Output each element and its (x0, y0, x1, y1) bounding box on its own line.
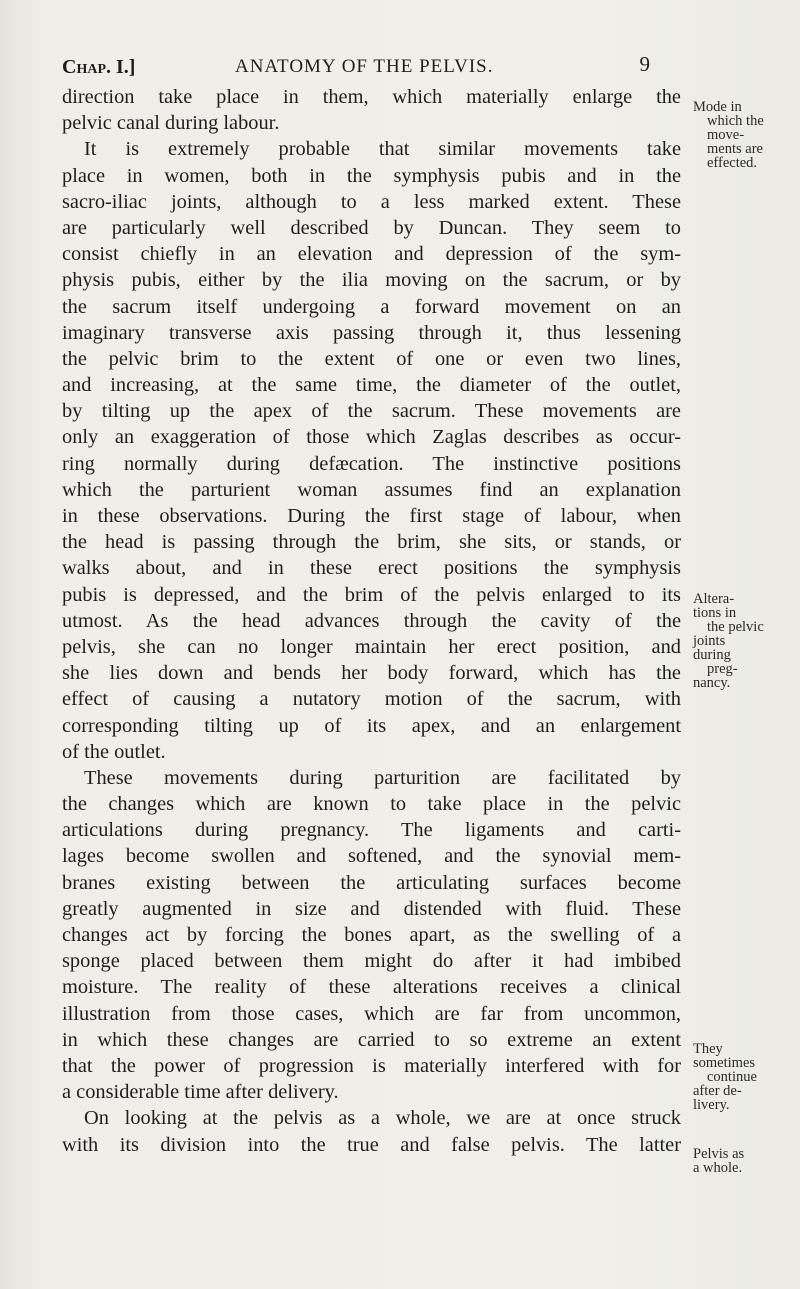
margin-note-line: Pelvis as (693, 1146, 745, 1162)
text-line: in these observations. During the first stage of labour, when (62, 505, 681, 527)
text-line: moisture. The reality of these alterations receives a clinical (62, 976, 681, 999)
margin-note-line: ments are (707, 141, 763, 157)
margin-note-line: the pelvic (707, 619, 764, 635)
margin-note-line: Mode in (693, 99, 742, 115)
text-line: by tilting up the apex of the sacrum. These movements are (62, 400, 681, 423)
margin-note-mode-of-movement (693, 100, 800, 170)
text-line: the pelvic brim to the extent of one or even two lines, (62, 347, 681, 370)
margin-note-line: joints (693, 633, 726, 649)
text-line: illustration from those cases, which are far from uncommon, (62, 1002, 681, 1025)
margin-note-continue-after-delivery (693, 1042, 800, 1112)
text-line: articulations during pregnancy. The ligaments and carti- (62, 819, 681, 842)
margin-note-line: a whole. (693, 1160, 743, 1176)
text-line: direction take place in them, which materially enlarge the (62, 86, 681, 108)
text-line: only an exaggeration of those which Zaglas describes as occur- (62, 426, 681, 449)
margin-note-line: preg- (707, 661, 738, 677)
text-line: greatly augmented in size and distended with fluid. These (62, 897, 681, 920)
text-line: the sacrum itself undergoing a forward movement on an (62, 295, 681, 318)
text-line: effect of causing a nutatory motion of the sacrum, with (62, 688, 681, 711)
text-line: place in women, both in the symphysis pubis and in the (62, 164, 681, 187)
margin-note-line: nancy. (693, 675, 731, 691)
margin-note-alterations-in-joints (693, 592, 800, 690)
running-title: ANATOMY OF THE PELVIS. (235, 56, 494, 77)
text-line: the changes which are known to take place in the pelvic (62, 793, 681, 816)
body-text (62, 84, 681, 1158)
text-line: On looking at the pelvis as a whole, we are at once struck (84, 1107, 681, 1130)
text-line: sponge placed between them might do after it had imbibed (62, 950, 681, 973)
text-line: that the power of progression is materially interfered with for (62, 1054, 681, 1077)
text-line: These movements during parturition are facilitated by (84, 766, 681, 789)
text-line: which the parturient woman assumes find an explanation (62, 478, 681, 501)
text-line: branes existing between the articulating surfaces become (62, 871, 681, 894)
margin-note-line: move- (707, 127, 745, 143)
margin-note-line: sometimes (693, 1055, 756, 1071)
text-line: a considerable time after delivery. (62, 1081, 339, 1104)
text-line: and increasing, at the same time, the diameter of the outlet, (62, 374, 681, 397)
text-line: pubis is depressed, and the brim of the pelvis enlarged to its (62, 583, 681, 606)
margin-note-line: They (693, 1041, 723, 1057)
page-header (62, 52, 662, 84)
text-line: consist chiefly in an elevation and depression of the sym- (62, 243, 681, 266)
margin-note-line: effected. (707, 155, 758, 171)
text-line: walks about, and in these erect positions the symphysis (62, 557, 681, 580)
margin-note-pelvis-as-whole (693, 1147, 800, 1175)
margin-note-line: tions in (693, 605, 737, 621)
text-line: pelvis, she can no longer maintain her erect position, and (62, 635, 681, 658)
text-line: sacro-iliac joints, although to a less marked extent. These (62, 190, 681, 213)
text-line: imaginary transverse axis passing through it, thus lessening (62, 321, 681, 344)
text-line: in which these changes are carried to so extreme an extent (62, 1028, 681, 1051)
text-line: the head is passing through the brim, she sits, or stands, or (62, 531, 681, 554)
margin-note-line: Altera- (693, 591, 735, 607)
chapter-label: Chap. I.] (62, 56, 136, 78)
text-line: changes act by forcing the bones apart, as the swelling of a (62, 924, 681, 946)
text-line: It is extremely probable that similar movements take (84, 138, 681, 161)
margin-note-line: during (693, 647, 731, 663)
margin-note-line: after de- (693, 1083, 742, 1099)
text-line: physis pubis, either by the ilia moving on the sacrum, or by (62, 269, 681, 292)
text-line: ring normally during defæcation. The instinctive positions (62, 452, 681, 475)
text-line: lages become swollen and softened, and the synovial mem- (62, 845, 681, 868)
text-line: utmost. As the head advances through the cavity of the (62, 609, 681, 632)
text-line: she lies down and bends her body forward, which has the (62, 662, 681, 685)
text-line: pelvic canal during labour. (62, 112, 280, 135)
page-number: 9 (639, 52, 650, 76)
margin-note-line: which the (707, 113, 764, 129)
text-line: corresponding tilting up of its apex, and an enlargement (62, 714, 681, 737)
text-line: of the outlet. (62, 740, 166, 763)
text-line: are particularly well described by Duncan. They seem to (62, 216, 681, 239)
margin-note-line: livery. (693, 1097, 730, 1113)
text-line: with its division into the true and false pelvis. The latter (62, 1133, 681, 1156)
margin-note-line: continue (707, 1069, 757, 1085)
